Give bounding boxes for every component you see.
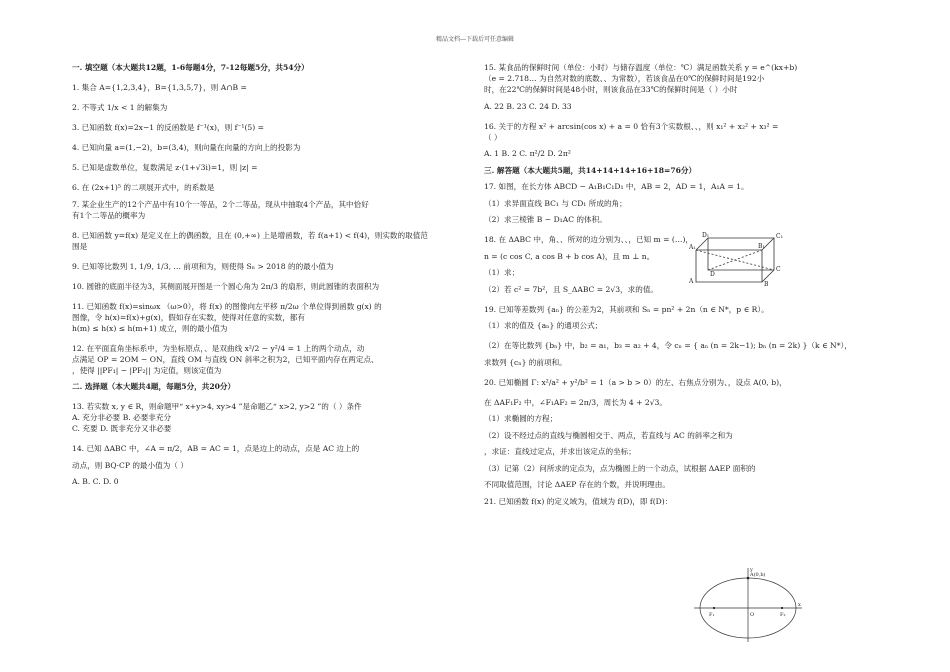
section-heading: 三. 解答题（本大题共5题，共14+14+14+16+18=76分） (484, 165, 697, 175)
page-header: 精品文档---下载后可任意编辑 (435, 36, 515, 43)
right-text-line: （2）设不经过点的直线与椭圆相交于、两点，若直线与 AC 的斜率之和为 (484, 430, 733, 440)
right-text-line: 在 ΔAF₁F₂ 中，∠F₁AF₂ = 2π/3，周长为 4 + 2√3。 (484, 397, 667, 407)
right-text-line: （1）求； (484, 268, 520, 277)
spacer (72, 221, 467, 230)
label-a0b: A(0,b) (750, 572, 766, 578)
left-text-line: 图像，令 h(x)=f(x)+g(x)，假如存在实数，使得对任意的实数，都有 (72, 312, 305, 322)
spacer (72, 153, 467, 162)
spacer (72, 334, 467, 343)
spacer (484, 368, 882, 377)
spacer (484, 331, 882, 340)
left-text-line: 有1个二等品的概率为 (72, 210, 146, 220)
spacer (72, 252, 467, 261)
right-text-line: 18. 在 ΔABC 中，角、、所对的边分别为、、，已知 m = (…)， (484, 235, 694, 244)
right-text-line: （2）求三棱锥 B − D₁AC 的体积。 (484, 215, 607, 224)
right-text-line: ，求证：直线过定点，并求出该定点的坐标； (484, 447, 636, 456)
left-text-line: 8. 已知函数 y=f(x) 是定义在上的偶函数，且在 (0,+∞) 上是增函数，若 f(a+1) < f(4)，则实数的取值范 (72, 230, 428, 240)
left-text-line: 动点，则 BQ·CP 的最小值为（ ） (72, 460, 188, 470)
right-text-line: A. 22 B. 23 C. 24 D. 33 (484, 101, 572, 111)
left-text-line: h(m) ≤ h(x) ≤ h(m+1) 成立，则的最小值为 (72, 323, 228, 333)
left-text-line: 围是 (72, 241, 88, 251)
section-heading: 一. 填空题（本大题共12题，1-6每题4分，7-12每题5分，共54分） (72, 63, 309, 72)
spacer (72, 434, 467, 443)
left-text-line: ，使得 ||PF₁| − |PF₂|| 为定值，则该定值为 (72, 365, 222, 375)
label-y: y (750, 567, 753, 573)
label-c1: C₁ (776, 233, 783, 240)
left-text-line: A. B. C. D. 0 (72, 477, 119, 486)
ellipse-figure (692, 566, 804, 644)
spacer (484, 295, 882, 304)
left-text-line: 14. 已知 ΔABC 中，∠A = π/2，AB = AC = 1，点是边上的动点，点是 AC 边上的 (72, 444, 360, 453)
label-o: O (750, 612, 755, 618)
spacer (72, 272, 467, 281)
spacer (72, 113, 467, 122)
right-text-line: A. 1 B. 2 C. π²/2 D. 2π² (484, 149, 571, 158)
left-text-line: 点满足 OP = 2OM − ON，直线 OM 与直线 ON 斜率之积为2，已知平面内存在两定点、 (72, 354, 379, 364)
label-b: B (764, 281, 769, 288)
right-text-line: 21. 已知函数 f(x) 的定义域为，值域为 f(D)，即 f(D)： (484, 496, 673, 506)
left-text-line: 2. 不等式 1/x < 1 的解集为 (72, 103, 168, 112)
cuboid-figure (688, 226, 784, 288)
spacer (72, 93, 467, 102)
section-heading: 二. 选择题（本大题共4题，每题5分，共20分） (72, 382, 236, 391)
left-text-line: 1. 集合 A={1,2,3,4}，B={1,3,5,7}，则 A∩B = (72, 83, 247, 92)
left-text-line: A. 充分非必要 B. 必要非充分 (72, 413, 172, 422)
label-a: A (689, 278, 694, 285)
right-text-line: （1）求椭圆的方程； (484, 414, 558, 423)
right-text-line: （1）求的值及 {aₙ} 的通项公式； (484, 321, 603, 330)
right-text-line: （3）记第（2）问所求的定点为，点为椭圆上的一个动点，试根据 ΔAEP 面积的 (484, 463, 756, 473)
right-text-line: （ ） (484, 132, 502, 142)
left-text-line: 7. 某企业生产的12个产品中有10个一等品，2个二等品，现从中抽取4个产品，其中恰好 (72, 199, 369, 209)
right-text-line: （2）在等比数列 {bₙ} 中，b₂ = a₁，b₃ = a₂ + 4，令 cₙ = { aₙ (n = 2k−1); bₙ (n = 2k) }（k ∈ N*）， (484, 341, 852, 350)
right-column (484, 62, 882, 507)
left-column (72, 62, 467, 487)
right-text-line: 16. 关于的方程 x² + arcsin(cos x) + a = 0 恰有3个实数根、、，则 x₁² + x₂² + x₃² = (484, 121, 779, 131)
spacer (484, 112, 882, 121)
label-f1: F₁ (709, 612, 715, 618)
right-text-line: 时，在22℃的保鲜时间是48小时，则该食品在33℃的保鲜时间是（ ）小时 (484, 85, 738, 94)
right-text-line: （1）求异面直线 BC₁ 与 CD₁ 所成的角； (484, 198, 627, 208)
right-text-line: 求数列 {cₙ} 的前项和。 (484, 357, 567, 367)
left-text-line: 9. 已知等比数列 1, 1/9, 1/3, … 前项和为，则使得 Sₙ > 2018 的的最小值为 (72, 261, 334, 271)
right-text-line: （e = 2.718… 为自然对数的底数、、为常数），若该食品在0℃的保鲜时间是192小 (484, 74, 765, 83)
spacer (72, 392, 467, 401)
left-text-line: 6. 在 (2x+1)⁵ 的二项展开式中，的系数是 (72, 183, 215, 192)
spacer (484, 388, 882, 397)
right-text-line: n = (c cos C, a cos B + b cos A)，且 m ⊥ n。 (484, 251, 655, 261)
label-b1: B₁ (758, 243, 765, 250)
label-x: x (798, 602, 801, 608)
label-d1: D₁ (702, 232, 710, 239)
spacer (72, 73, 467, 82)
left-text-line: 11. 已知函数 f(x)=sinωx （ω>0），将 f(x) 的图像向左平移 π/2ω 个单位得到函数 g(x) 的 (72, 301, 382, 311)
label-d: D (710, 271, 715, 278)
right-text-line: 不同取值范围，讨论 ΔAEP 存在的个数，并说明理由。 (484, 480, 670, 489)
right-text-line: （2）若 c² = 7b²，且 S_ΔABC = 2√3，求的值。 (484, 284, 659, 294)
right-text-line: 20. 已知椭圆 Γ: x²/a² + y²/b² = 1（a > b > 0）的左、右焦点分别为、，设点 A(0, b)， (484, 377, 787, 387)
label-a1: A₁ (689, 244, 696, 251)
left-text-line: C. 充要 D. 既非充分又非必要 (72, 424, 172, 433)
spacer (72, 292, 467, 301)
right-text-line: 19. 已知等差数列 {aₙ} 的公差为2，其前项和 Sₙ = pn² + 2n（n ∈ N*，p ∈ R）。 (484, 304, 769, 314)
left-text-line: 3. 已知函数 f(x)=2x−1 的反函数是 f⁻¹(x)，则 f⁻¹(5) = (72, 123, 265, 132)
label-c: C (776, 266, 781, 273)
left-text-line: 5. 已知是虚数单位，复数满足 z·(1+√3i)=1，则 |z| = (72, 163, 258, 172)
spacer (72, 133, 467, 142)
left-text-line: 4. 已知向量 a=(1,−2)，b=(3,4)，则向量在向量的方向上的投影为 (72, 143, 301, 152)
right-text-line: 15. 某食品的保鲜时间（单位：小时）与储存温度（单位：℃）满足函数关系 y = e^(kx+b) (484, 63, 798, 72)
spacer (484, 225, 882, 234)
left-text-line: 13. 若实数 x, y ∈ R，则命题甲“ x+y>4, xy>4 ”是命题乙“ x>2, y>2 ”的（ ）条件 (72, 402, 362, 411)
label-f2: F₂ (780, 612, 786, 618)
left-text-line: 12. 在平面直角坐标系中，为坐标原点，、是双曲线 x²/2 − y²/4 = 1 上的两个动点，动 (72, 343, 365, 353)
right-text-line: 17. 如图，在长方体 ABCD − A₁B₁C₁D₁ 中，AB = 2，AD = 1，A₁A = 1。 (484, 182, 749, 191)
spacer (72, 173, 467, 182)
left-text-line: 10. 圆锥的底面半径为3，其侧面展开图是一个圆心角为 2π/3 的扇形，则此圆锥的表面积为 (72, 281, 380, 291)
